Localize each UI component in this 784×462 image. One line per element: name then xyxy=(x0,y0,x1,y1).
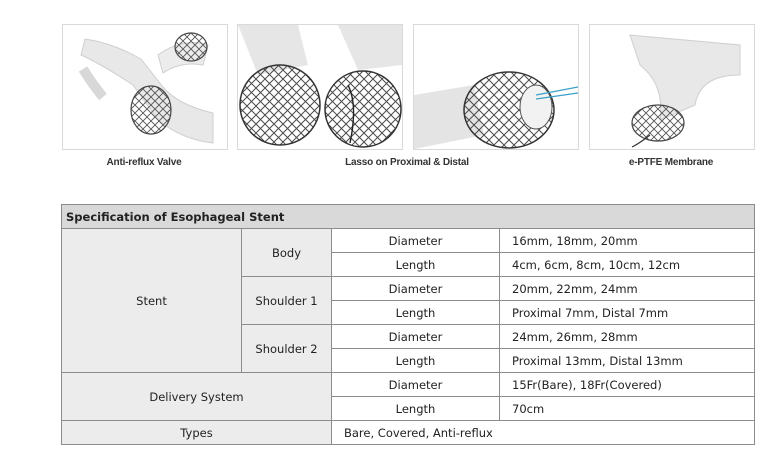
figure-caption-anti-reflux: Anti-reflux Valve xyxy=(106,157,182,168)
table-row xyxy=(62,421,755,445)
stent-lasso-closeup-image xyxy=(413,24,579,150)
shoulder1-diameter-label: Diameter xyxy=(332,277,500,301)
delivery-diameter-value: 15Fr(Bare), 18Fr(Covered) xyxy=(500,373,755,397)
delivery-diameter-label: Diameter xyxy=(332,373,500,397)
shoulder2-group-label: Shoulder 2 xyxy=(242,325,332,373)
stent-anti-reflux-valve-image xyxy=(62,24,228,150)
shoulder1-diameter-value: 20mm, 22mm, 24mm xyxy=(500,277,755,301)
shoulder1-group-label: Shoulder 1 xyxy=(242,277,332,325)
stent-eptfe-membrane-image xyxy=(589,24,755,150)
shoulder1-length-label: Length xyxy=(332,301,500,325)
figure-caption-lasso: Lasso on Proximal & Distal xyxy=(345,157,469,168)
body-length-value: 4cm, 6cm, 8cm, 10cm, 12cm xyxy=(500,253,755,277)
body-group-label: Body xyxy=(242,229,332,277)
types-value: Bare, Covered, Anti-reflux xyxy=(332,421,755,445)
stent-group-label: Stent xyxy=(62,229,242,373)
spec-table-title: Specification of Esophageal Stent xyxy=(62,205,755,229)
shoulder2-diameter-label: Diameter xyxy=(332,325,500,349)
table-row xyxy=(62,229,755,253)
body-diameter-value: 16mm, 18mm, 20mm xyxy=(500,229,755,253)
stent-anti-reflux-illustration xyxy=(63,25,227,149)
figure-caption-eptfe: e-PTFE Membrane xyxy=(628,157,714,168)
delivery-system-label: Delivery System xyxy=(62,373,332,421)
spec-table-title-row xyxy=(62,205,755,229)
delivery-length-label: Length xyxy=(332,397,500,421)
delivery-length-value: 70cm xyxy=(500,397,755,421)
body-length-label: Length xyxy=(332,253,500,277)
stent-lasso-illustration xyxy=(238,25,402,149)
shoulder2-length-label: Length xyxy=(332,349,500,373)
stent-eptfe-illustration xyxy=(590,25,754,149)
body-diameter-label: Diameter xyxy=(332,229,500,253)
types-label: Types xyxy=(62,421,332,445)
stent-lasso-image xyxy=(237,24,403,150)
table-row xyxy=(62,373,755,397)
shoulder1-length-value: Proximal 7mm, Distal 7mm xyxy=(500,301,755,325)
shoulder2-length-value: Proximal 13mm, Distal 13mm xyxy=(500,349,755,373)
stent-lasso-closeup-illustration xyxy=(414,25,578,149)
spec-table xyxy=(61,204,755,445)
shoulder2-diameter-value: 24mm, 26mm, 28mm xyxy=(500,325,755,349)
